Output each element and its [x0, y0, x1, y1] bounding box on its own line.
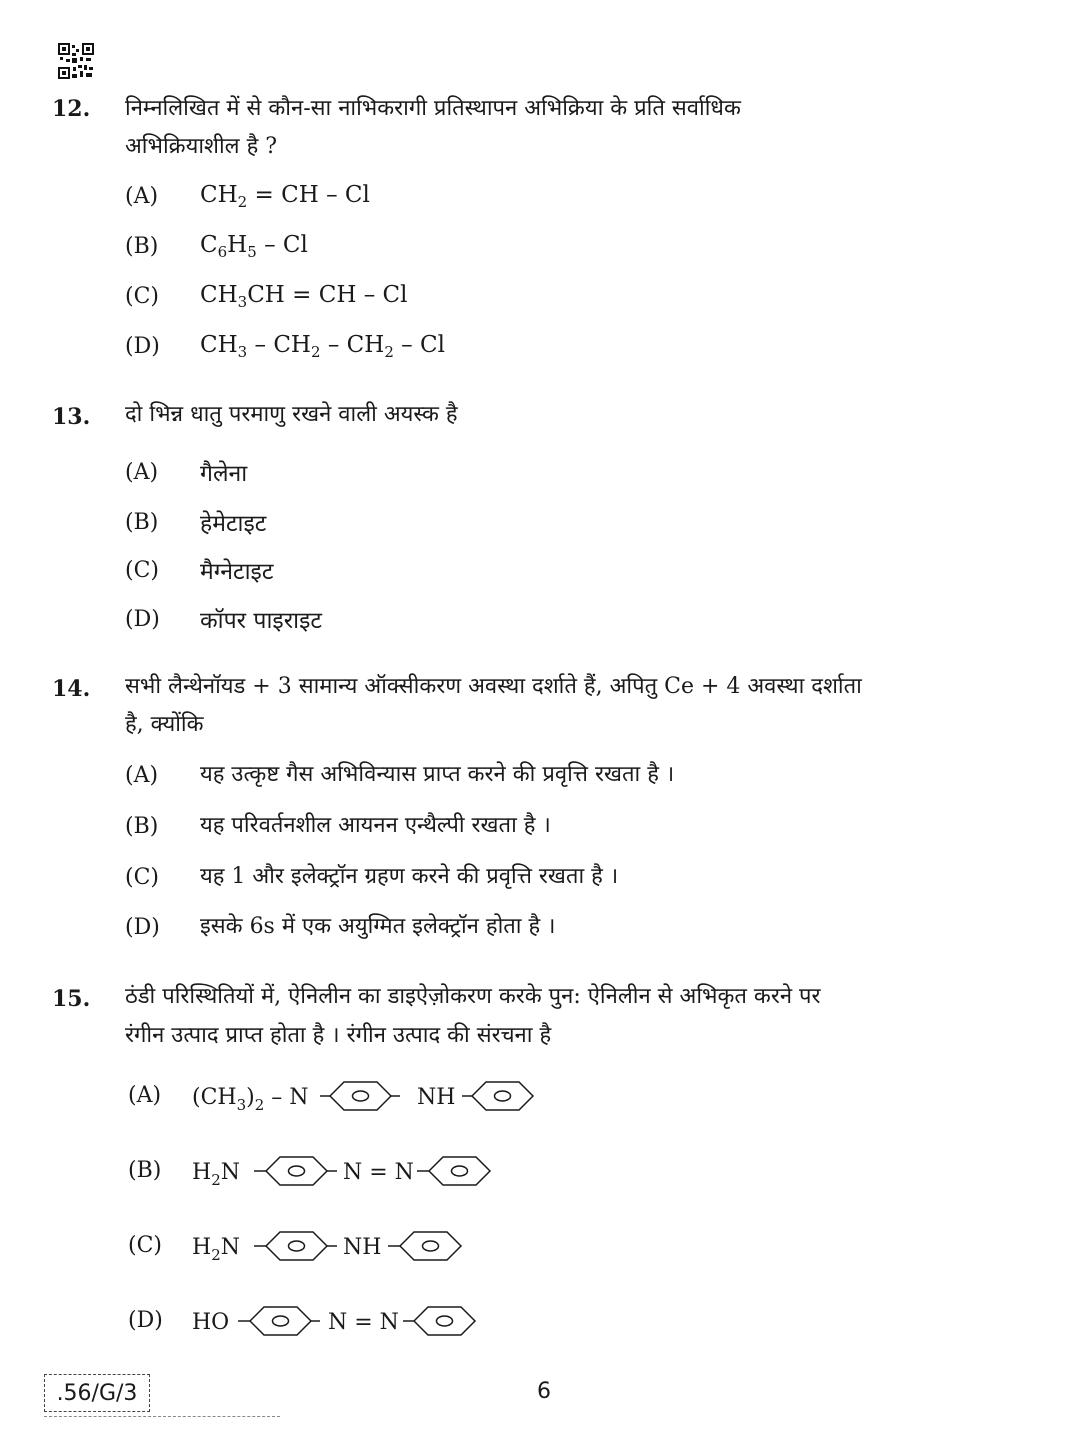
q14-option-c-letter: (C) [125, 865, 159, 890]
benzene-ring-icon [266, 1232, 327, 1260]
benzene-ring-icon [330, 1082, 391, 1110]
q15-option-c-letter: (C) [128, 1233, 162, 1258]
q15-option-d-link: N = N [328, 1310, 399, 1335]
q12-option-c-letter: (C) [125, 284, 159, 309]
q13-option-a-text: गैलेना [200, 461, 248, 487]
benzene-ring-icon [400, 1232, 461, 1260]
q13-option-d-text: कॉपर पाइराइट [200, 608, 322, 634]
question-12-text-line1: निम्नलिखित में से कौन-सा नाभिकरागी प्रतिस्थापन अभिक्रिया के प्रति सर्वाधिक [125, 96, 741, 121]
svg-text:H2N: $H_2N$ [192, 1235, 240, 1264]
question-13-number: 13. [52, 404, 91, 430]
q14-option-a-text: यह उत्कृष्ट गैस अभिविन्यास प्राप्त करने की प्रवृत्ति रखता है । [200, 762, 675, 787]
q13-option-a-letter: (A) [125, 460, 159, 485]
q12-option-d-text: $CH_3 - CH_2 - CH_2$ – Cl [200, 332, 445, 361]
q14-option-d-text: इसके 6s में एक अयुग्मित इलेक्ट्रॉन होता है । [200, 914, 556, 939]
svg-text:H2N: $H_2N$ [192, 1160, 240, 1189]
q14-option-b-text: यह परिवर्तनशील आयनन एन्थैल्पी रखता है । [200, 813, 551, 838]
q15-option-d-structure [192, 1302, 492, 1342]
paper-code: .56/G/3 [44, 1374, 150, 1412]
q13-option-b-letter: (B) [125, 510, 159, 535]
q12-option-b-text: $C_6H_5$ – Cl [200, 232, 308, 261]
qr-code-icon [58, 43, 94, 79]
svg-text:HO: HO [192, 1310, 230, 1335]
q15-option-b-structure [192, 1152, 512, 1192]
q12-option-b-letter: (B) [125, 234, 159, 259]
q15-option-a-letter: (A) [128, 1083, 162, 1108]
question-15-text-line2: रंगीन उत्पाद प्राप्त होता है । रंगीन उत्पाद की संरचना है [125, 1023, 552, 1048]
q15-option-a-link: NH [417, 1085, 456, 1110]
q15-option-b-link: N = N [343, 1160, 414, 1185]
q13-option-d-letter: (D) [125, 607, 160, 632]
q15-option-c-link: NH [343, 1235, 382, 1260]
benzene-ring-icon [266, 1157, 327, 1185]
q12-option-a-text: $CH_2$ = CH – Cl [200, 182, 370, 211]
benzene-ring-icon [429, 1157, 490, 1185]
benzene-ring-icon [414, 1307, 475, 1335]
q14-option-a-letter: (A) [125, 763, 159, 788]
q12-option-d-letter: (D) [125, 334, 160, 359]
q14-option-b-letter: (B) [125, 814, 159, 839]
footer-divider [44, 1416, 280, 1417]
q12-option-c-text: $CH_3CH$ = CH – Cl [200, 282, 408, 311]
question-14-text-line2: है, क्योंकि [125, 712, 204, 737]
q12-option-a-letter: (A) [125, 184, 159, 209]
q13-option-c-text: मैग्नेटाइट [200, 559, 274, 585]
question-15-number: 15. [52, 986, 91, 1012]
q13-option-c-letter: (C) [125, 558, 159, 583]
question-14-text-line1: सभी लैन्थेनॉयड + 3 सामान्य ऑक्सीकरण अवस्था दर्शाते हैं, अपितु Ce + 4 अवस्था दर्शाता [125, 674, 862, 699]
q15-option-b-letter: (B) [128, 1158, 162, 1183]
question-12-number: 12. [52, 96, 91, 122]
question-12-text-line2: अभिक्रियाशील है ? [125, 134, 278, 159]
q15-option-c-structure [192, 1227, 482, 1267]
q15-option-a-structure [192, 1077, 552, 1117]
svg-text:(CH3)2 – N: $(CH_3)_2$ – N [192, 1085, 309, 1114]
question-14-number: 14. [52, 676, 91, 702]
q15-option-d-letter: (D) [128, 1308, 163, 1333]
question-13-text: दो भिन्न धातु परमाणु रखने वाली अयस्क है [125, 402, 458, 427]
q14-option-c-text: यह 1 और इलेक्ट्रॉन ग्रहण करने की प्रवृत्ति रखता है । [200, 864, 619, 889]
q14-option-d-letter: (D) [125, 915, 160, 940]
benzene-ring-icon [472, 1082, 533, 1110]
benzene-ring-icon [250, 1307, 311, 1335]
q13-option-b-text: हेमेटाइट [200, 511, 267, 537]
question-15-text-line1: ठंडी परिस्थितियों में, ऐनिलीन का डाइऐज़ोकरण करके पुन: ऐनिलीन से अभिकृत करने पर [125, 984, 821, 1009]
page-number: 6 [537, 1379, 551, 1404]
